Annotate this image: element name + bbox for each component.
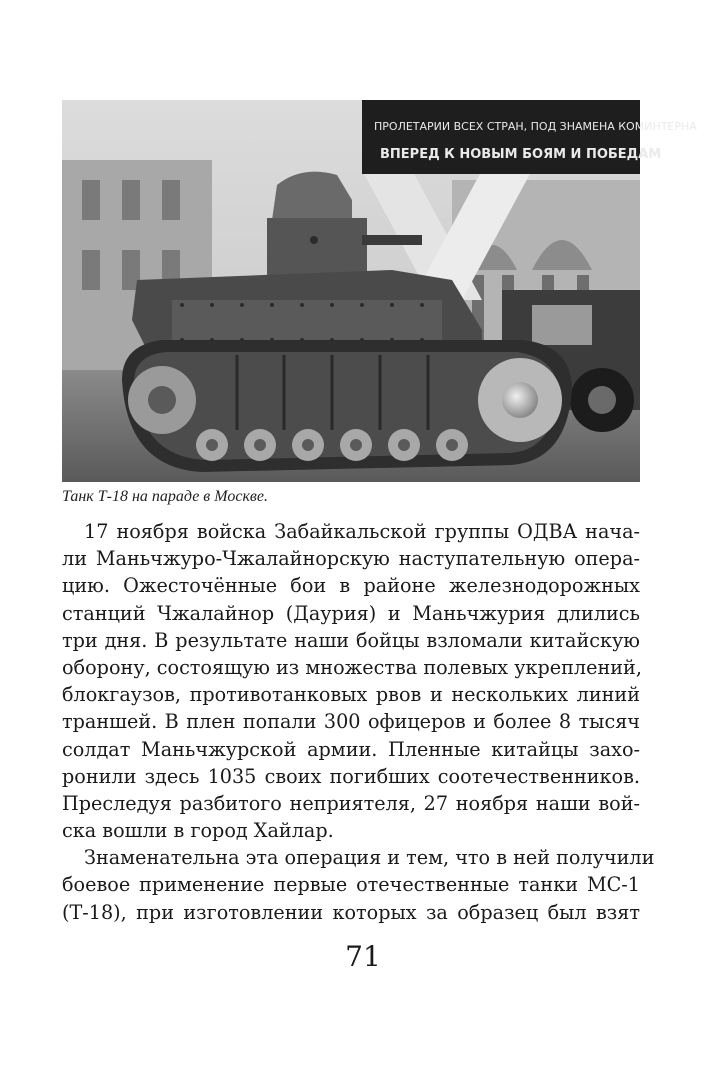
text-line: ли Маньчжуро-Чжалайнорскую наступательную опера- — [62, 547, 640, 571]
paragraph-1 — [62, 518, 640, 844]
text-line: 17 ноября войска Забайкальской группы ОДВА нача- — [84, 520, 640, 543]
text-line: боевое применение первые отечественные танки МС-1 — [62, 873, 640, 897]
text-line: три дня. В результате наши бойцы взломали китайскую — [62, 628, 640, 652]
text-line: ронили здесь 1035 своих погибших соотечественников. — [62, 764, 640, 788]
banner-text-2: ВПЕРЕД К НОВЫМ БОЯМ И ПОБЕДАМ — [380, 147, 662, 162]
photo-caption: Танк Т-18 на параде в Москве. — [62, 488, 268, 505]
text-line: (Т-18), при изготовлении которых за образец был взят — [62, 900, 640, 924]
text-line: цию. Ожесточённые бои в районе железнодорожных — [62, 574, 640, 598]
text-line: оборону, состоящую из множества полевых укреплений, — [62, 655, 642, 679]
text-line: станций Чжалайнор (Даурия) и Маньчжурия длились — [62, 601, 640, 625]
tank-parade-photo — [62, 100, 697, 482]
paragraph-2 — [62, 844, 655, 926]
text-line: ска вошли в город Хайлар. — [62, 819, 334, 843]
body-text — [62, 518, 655, 926]
text-line: Преследуя разбитого неприятеля, 27 ноября наши вой- — [62, 791, 640, 815]
page-number: 71 — [345, 940, 381, 973]
banner-text-1: ПРОЛЕТАРИИ ВСЕХ СТРАН, ПОД ЗНАМЕНА КОМИНТЕРНА — [374, 120, 697, 133]
text-line: блокгаузов, противотанковых рвов и нескольких линий — [62, 683, 640, 707]
text-line: солдат Маньчжурской армии. Пленные китайцы захо- — [62, 737, 640, 761]
text-line: траншей. В плен попали 300 офицеров и более 8 тысяч — [62, 710, 640, 734]
text-line: Знаменательна эта операция и тем, что в ней получили — [84, 846, 655, 870]
